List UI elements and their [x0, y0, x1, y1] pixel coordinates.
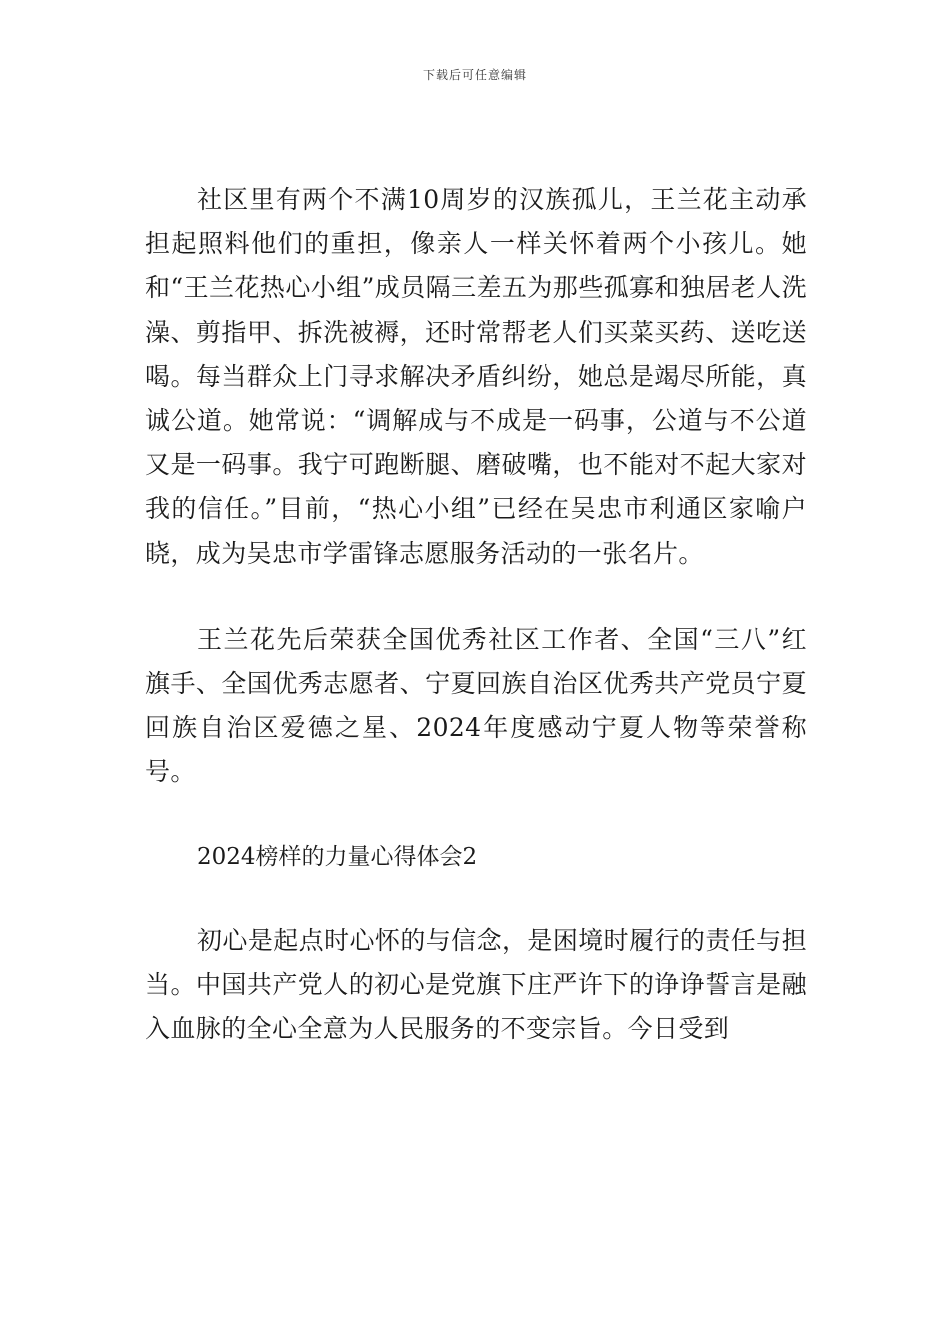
section-heading: 2024榜样的力量心得体会2	[197, 843, 478, 870]
paragraph-3: 初心是起点时心怀的与信念，是困境时履行的责任与担当。中国共产党人的初心是党旗下庄严许下的诤诤誓言是融入血脉的全心全意为人民服务的不变宗旨。今日受到	[145, 925, 807, 1044]
document-body	[145, 178, 807, 1051]
paragraph-spacer	[145, 795, 807, 835]
header-note: 下载后可任意编辑	[422, 68, 527, 82]
paragraph-spacer	[145, 879, 807, 919]
paragraph-2: 王兰花先后荣获全国优秀社区工作者、全国“三八”红旗手、全国优秀志愿者、宁夏回族自治区优秀共产党员宁夏回族自治区爱德之星、2024年度感动宁夏人物等荣誉称号。	[145, 624, 807, 787]
paragraph-spacer	[145, 576, 807, 618]
paragraph-1: 社区里有两个不满10周岁的汉族孤儿，王兰花主动承担起照料他们的重担，像亲人一样关怀着两个小孩儿。她和“王兰花热心小组”成员隔三差五为那些孤寡和独居老人洗澡、剪指甲、拆洗被褥，还时常帮老人们买菜买药、送吃送喝。每当群众上门寻求解决矛盾纠纷，她总是竭尽所能，真诚公道。她常说：“调解成与不成是一码事，公道与不公道又是一码事。我宁可跑断腿、磨破嘴，也不能对不起大家对我的信任。”目前，“热心小组”已经在吴忠市利通区家喻户晓，成为吴忠市学雷锋志愿服务活动的一张名片。	[145, 185, 807, 568]
